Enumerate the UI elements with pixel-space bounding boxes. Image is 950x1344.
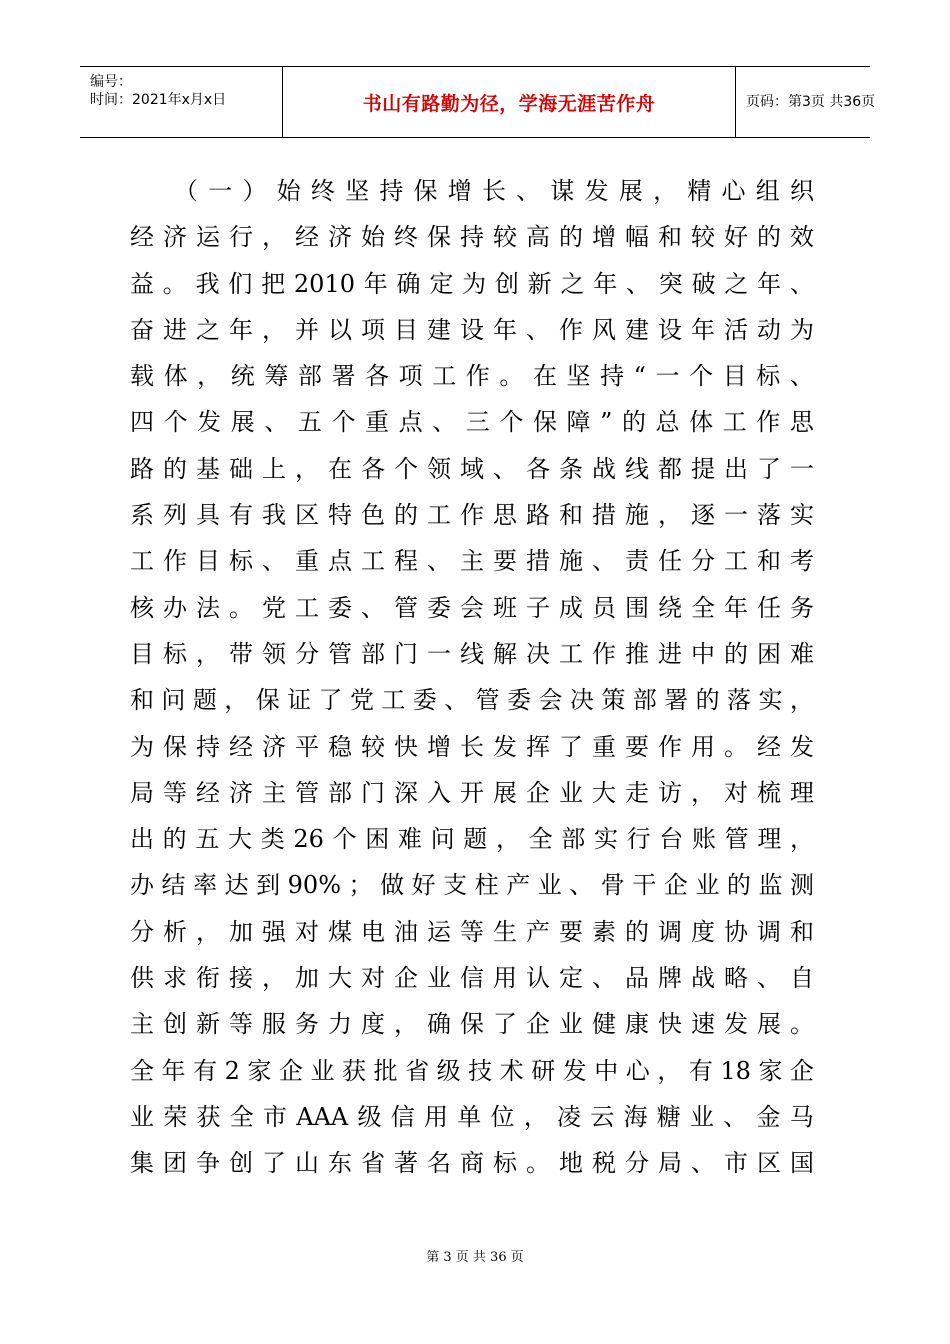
header-table xyxy=(80,66,876,138)
header-page-info: 页码：第3页 共36页 xyxy=(746,94,876,110)
time-label: 时间：2021年x月x日 xyxy=(90,92,227,108)
body-line: 四 个 发 展 、 五 个 重 点 、 三 个 保 障 ” 的 总 体 工 作 思 xyxy=(130,408,814,437)
number-label: 编号： xyxy=(90,74,132,90)
body-line: 主 创 新 等 服 务 力 度 ， 确 保 了 企 业 健 康 快 速 发 展 。 xyxy=(130,1010,814,1039)
body-line: 和 问 题 ， 保 证 了 党 工 委 、 管 委 会 决 策 部 署 的 落 实 ， xyxy=(130,686,814,715)
body-line: 办 结 率 达 到 90% ； 做 好 支 柱 产 业 、 骨 干 企 业 的 监 测 xyxy=(130,871,814,900)
header-motto: 书山有路勤为径，学海无涯苦作舟 xyxy=(362,92,656,115)
body-text xyxy=(130,168,830,1187)
body-line: 载 体 ， 统 筹 部 署 各 项 工 作 。 在 坚 持 “ 一 个 目 标 、 xyxy=(130,362,814,391)
body-line: 益 。 我 们 把 2010 年 确 定 为 创 新 之 年 、 突 破 之 年 、 xyxy=(130,269,814,298)
body-line: 工 作 目 标 、 重 点 工 程 、 主 要 措 施 、 责 任 分 工 和 考 xyxy=(130,547,814,576)
body-line: 目 标 ， 带 领 分 管 部 门 一 线 解 决 工 作 推 进 中 的 困 难 xyxy=(130,639,814,668)
body-line: 出 的 五 大 类 26 个 困 难 问 题 ， 全 部 实 行 台 账 管 理 ， xyxy=(130,825,814,854)
body-line: 路 的 基 础 上 ， 在 各 个 领 域 、 各 条 战 线 都 提 出 了 一 xyxy=(130,454,814,483)
body-line: 为 保 持 经 济 平 稳 较 快 增 长 发 挥 了 重 要 作 用 。 经 发 xyxy=(130,732,814,761)
body-line: 系 列 具 有 我 区 特 色 的 工 作 思 路 和 措 施 ， 逐 一 落 实 xyxy=(130,501,814,530)
body-line: 供 求 衔 接 ， 加 大 对 企 业 信 用 认 定 、 品 牌 战 略 、 自 xyxy=(130,964,814,993)
body-line: 局 等 经 济 主 管 部 门 深 入 开 展 企 业 大 走 访 ， 对 梳 理 xyxy=(130,778,814,807)
body-line: 集 团 争 创 了 山 东 省 著 名 商 标 。 地 税 分 局 、 市 区 国 xyxy=(130,1149,814,1178)
body-line: 奋 进 之 年 ， 并 以 项 目 建 设 年 、 作 风 建 设 年 活 动 为 xyxy=(130,315,814,344)
body-line: 全 年 有 2 家 企 业 获 批 省 级 技 术 研 发 中 心 ， 有 18 家 企 xyxy=(130,1056,814,1085)
body-line: 分 析 ， 加 强 对 煤 电 油 运 等 生 产 要 素 的 调 度 协 调 和 xyxy=(130,917,814,946)
header-page-cell xyxy=(736,67,876,137)
body-line: 业 荣 获 全 市 AAA 级 信 用 单 位 ， 凌 云 海 糖 业 、 金 马 xyxy=(130,1102,814,1131)
body-line: 核 办 法 。 党 工 委 、 管 委 会 班 子 成 员 围 绕 全 年 任 务 xyxy=(130,593,814,622)
header-motto-cell xyxy=(283,67,736,137)
body-line: 经 济 运 行 ， 经 济 始 终 保 持 较 高 的 增 幅 和 较 好 的 效 xyxy=(130,223,814,252)
page-footer: 第 3 页 共 36 页 xyxy=(426,1250,524,1265)
body-line: （ 一 ） 始 终 坚 持 保 增 长 、 谋 发 展 ， 精 心 组 织 xyxy=(174,177,814,205)
header-left-cell xyxy=(80,67,283,137)
